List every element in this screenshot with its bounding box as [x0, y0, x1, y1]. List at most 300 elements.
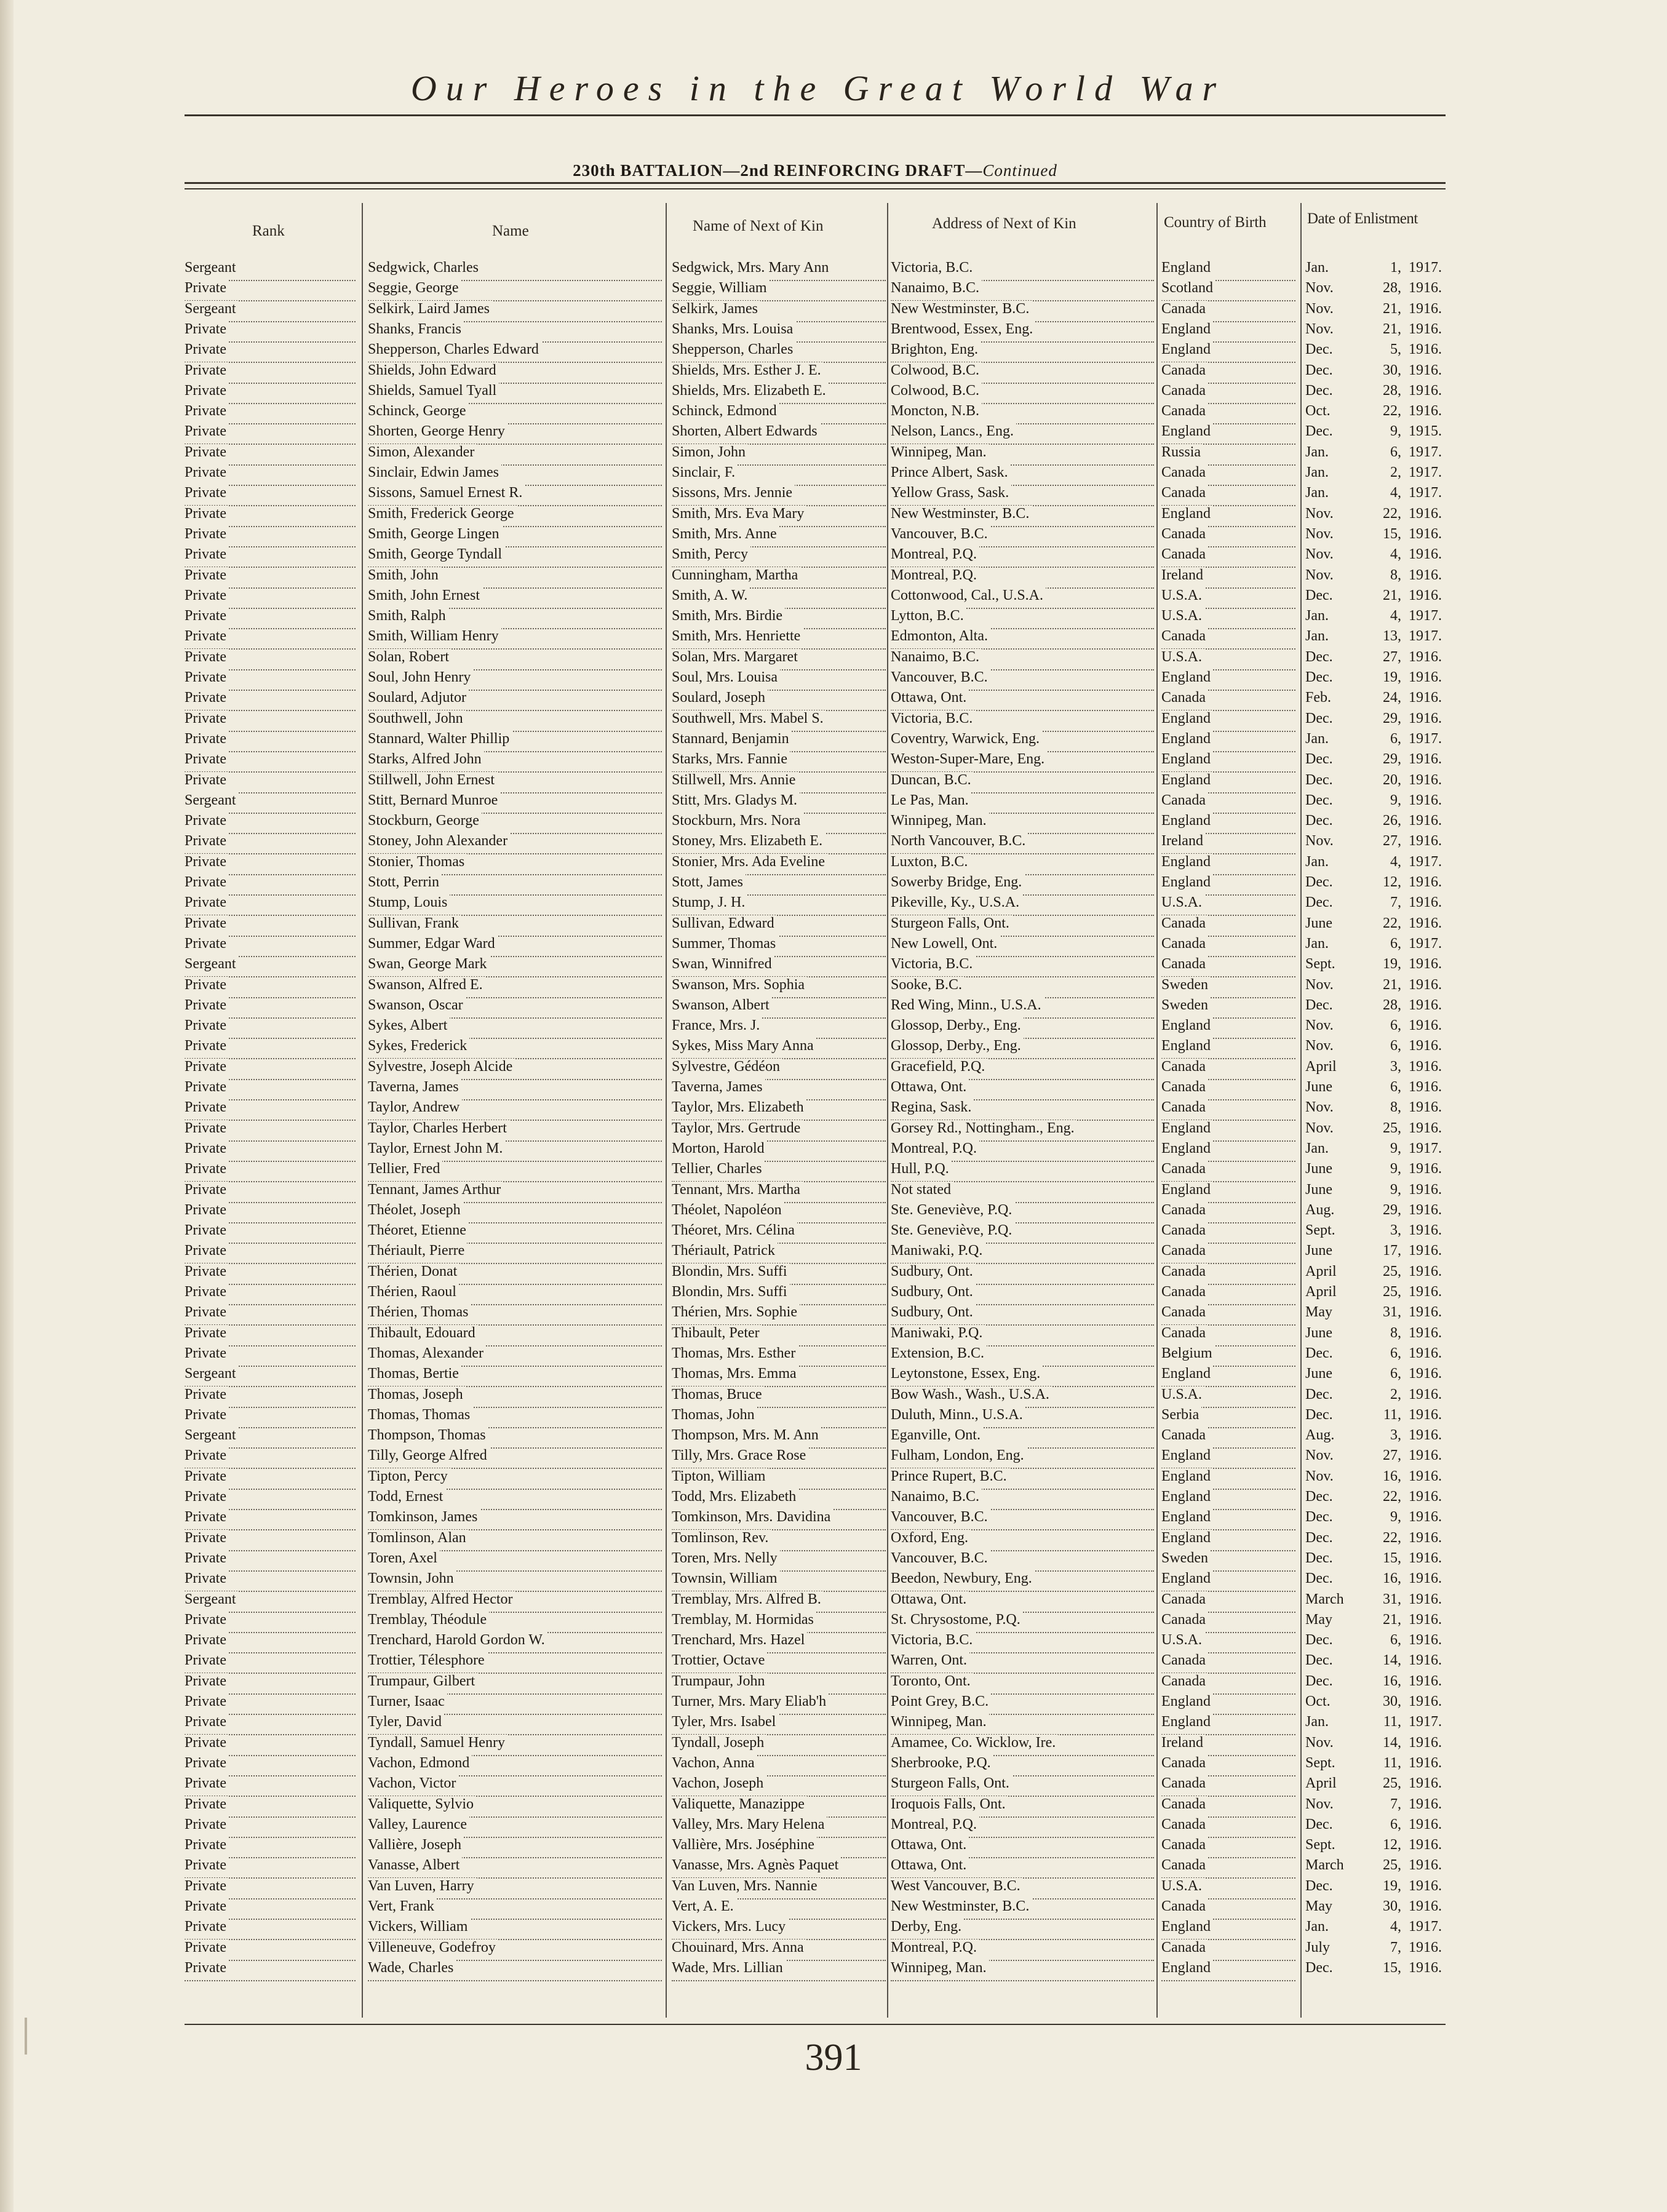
- rank-cell-text: Private: [185, 669, 229, 685]
- address-cell: [891, 321, 1154, 343]
- day-cell: [1361, 710, 1404, 731]
- kin-cell-text: Valley, Mrs. Mary Helena: [672, 1816, 827, 1832]
- month-cell: [1305, 1059, 1361, 1079]
- name-cell: [368, 1530, 662, 1551]
- month-cell-text: Nov.: [1305, 1447, 1336, 1463]
- address-cell: [891, 260, 1154, 281]
- table-row: [0, 1755, 1667, 1775]
- year-cell: [1409, 1939, 1458, 1960]
- name-cell: [368, 1038, 662, 1059]
- name-cell-text: Van Luven, Harry: [368, 1878, 477, 1894]
- day-cell: [1361, 1304, 1404, 1324]
- rank-cell-text: Private: [185, 608, 229, 624]
- country-cell-text: England: [1161, 854, 1213, 870]
- month-cell: [1305, 280, 1361, 300]
- name-cell-text: Solan, Robert: [368, 649, 452, 665]
- day-cell: [1361, 894, 1404, 915]
- country-cell: [1161, 1038, 1295, 1059]
- kin-cell: [672, 1263, 886, 1285]
- year-cell-text: 1916.: [1409, 1878, 1444, 1894]
- name-cell: [368, 1693, 662, 1715]
- month-cell-text: Nov.: [1305, 833, 1336, 849]
- table-row: [0, 1550, 1667, 1570]
- table-row: [0, 710, 1667, 731]
- address-cell: [891, 301, 1154, 322]
- country-cell: [1161, 690, 1295, 711]
- name-cell: [368, 1509, 662, 1530]
- day-cell: [1361, 301, 1404, 321]
- name-cell: [368, 1182, 662, 1203]
- month-cell: [1305, 1304, 1361, 1324]
- country-cell-text: England: [1161, 1038, 1213, 1054]
- col-header-name: Name: [492, 223, 529, 239]
- month-cell-text: Dec.: [1305, 1489, 1335, 1505]
- rank-cell-text: Private: [185, 280, 229, 296]
- table-row: [0, 956, 1667, 976]
- year-cell-text: 1917.: [1409, 628, 1444, 644]
- country-cell-text: Canada: [1161, 1325, 1208, 1341]
- day-cell-text: 6,: [1390, 1632, 1404, 1648]
- day-cell-text: 22,: [1383, 403, 1404, 419]
- month-cell: [1305, 792, 1361, 813]
- country-cell: [1161, 1161, 1295, 1182]
- name-cell-text: Smith, John Ernest: [368, 587, 482, 603]
- day-cell: [1361, 1345, 1404, 1366]
- rank-cell-text: Sergeant: [185, 956, 239, 972]
- rank-cell-text: Private: [185, 444, 229, 460]
- name-cell-text: Tomkinson, James: [368, 1509, 480, 1525]
- name-cell-text: Vachon, Edmond: [368, 1755, 472, 1771]
- rank-cell-text: Private: [185, 526, 229, 542]
- day-cell-text: 20,: [1383, 772, 1404, 788]
- year-cell-text: 1916.: [1409, 1468, 1444, 1484]
- country-cell-text: Canada: [1161, 546, 1208, 562]
- month-cell-text: Jan.: [1305, 444, 1331, 460]
- country-cell: [1161, 1735, 1295, 1756]
- rank-cell-text: Private: [185, 1857, 229, 1873]
- kin-cell: [672, 280, 886, 301]
- name-cell-text: Shields, John Edward: [368, 362, 499, 378]
- year-cell-text: 1916.: [1409, 1612, 1444, 1628]
- day-cell-text: 3,: [1390, 1059, 1404, 1075]
- name-cell: [368, 1222, 662, 1244]
- name-cell-text: Stoney, John Alexander: [368, 833, 510, 849]
- year-cell-text: 1916.: [1409, 546, 1444, 562]
- table-row: [0, 1243, 1667, 1263]
- month-cell: [1305, 1468, 1361, 1489]
- rank-cell: [185, 1017, 356, 1039]
- table-row: [0, 628, 1667, 648]
- country-cell: [1161, 464, 1295, 486]
- name-cell-text: Sykes, Albert: [368, 1017, 450, 1033]
- rank-cell: [185, 1468, 356, 1490]
- name-cell-text: Todd, Ernest: [368, 1489, 445, 1505]
- month-cell-text: Oct.: [1305, 1693, 1333, 1709]
- rank-cell-text: Private: [185, 854, 229, 870]
- kin-cell: [672, 833, 886, 854]
- address-cell: [891, 526, 1154, 547]
- day-cell: [1361, 444, 1404, 464]
- day-cell-text: 8,: [1390, 1325, 1404, 1341]
- year-cell-text: 1916.: [1409, 833, 1444, 849]
- table-row: [0, 1673, 1667, 1693]
- year-cell: [1409, 977, 1458, 997]
- year-cell: [1409, 1550, 1458, 1570]
- table-row: [0, 1079, 1667, 1099]
- address-cell-text: Maniwaki, P.Q.: [891, 1325, 985, 1341]
- name-cell-text: Starks, Alfred John: [368, 751, 484, 767]
- address-cell-text: Yellow Grass, Sask.: [891, 485, 1011, 501]
- name-cell: [368, 260, 662, 281]
- address-cell: [891, 1304, 1154, 1326]
- name-cell: [368, 772, 662, 794]
- country-cell-text: Scotland: [1161, 280, 1215, 296]
- rank-cell: [185, 403, 356, 424]
- address-cell-text: Vancouver, B.C.: [891, 1509, 990, 1525]
- kin-cell: [672, 1796, 886, 1818]
- kin-cell: [672, 1919, 886, 1940]
- month-cell-text: Nov.: [1305, 567, 1336, 583]
- address-cell: [891, 423, 1154, 445]
- address-cell-text: Lytton, B.C.: [891, 608, 966, 624]
- year-cell-text: 1916.: [1409, 1550, 1444, 1566]
- month-cell: [1305, 403, 1361, 423]
- country-cell-text: Canada: [1161, 1612, 1208, 1628]
- day-cell-text: 16,: [1383, 1570, 1404, 1586]
- kin-cell-text: Taylor, Mrs. Gertrude: [672, 1120, 803, 1136]
- country-cell: [1161, 1530, 1295, 1551]
- table-row: [0, 1898, 1667, 1919]
- name-cell: [368, 1284, 662, 1305]
- name-cell-text: Stonier, Thomas: [368, 854, 467, 870]
- address-cell-text: Montreal, P.Q.: [891, 1140, 979, 1156]
- kin-cell-text: Tyndall, Joseph: [672, 1735, 766, 1751]
- rank-cell: [185, 1202, 356, 1223]
- table-row: [0, 1489, 1667, 1509]
- name-cell: [368, 710, 662, 732]
- kin-cell: [672, 1775, 886, 1797]
- kin-cell: [672, 977, 886, 998]
- address-cell: [891, 567, 1154, 589]
- day-cell: [1361, 813, 1404, 833]
- country-cell-text: U.S.A.: [1161, 894, 1204, 910]
- kin-cell: [672, 444, 886, 466]
- rank-cell-text: Private: [185, 362, 229, 378]
- kin-cell: [672, 936, 886, 957]
- address-cell: [891, 915, 1154, 937]
- day-cell: [1361, 362, 1404, 383]
- year-cell: [1409, 1816, 1458, 1837]
- kin-cell-text: Shields, Mrs. Esther J. E.: [672, 362, 824, 378]
- name-cell-text: Toren, Axel: [368, 1550, 440, 1566]
- country-cell: [1161, 792, 1295, 814]
- kin-cell: [672, 1140, 886, 1162]
- year-cell-text: 1916.: [1409, 1017, 1444, 1033]
- month-cell-text: June: [1305, 1079, 1335, 1095]
- kin-cell-text: Blondin, Mrs. Suffi: [672, 1263, 790, 1279]
- day-cell: [1361, 1939, 1404, 1960]
- country-cell: [1161, 915, 1295, 937]
- name-cell: [368, 792, 662, 814]
- kin-cell: [672, 1120, 886, 1142]
- name-cell: [368, 1612, 662, 1633]
- name-cell-text: Stitt, Bernard Munroe: [368, 792, 500, 808]
- name-cell-text: Smith, William Henry: [368, 628, 501, 644]
- name-cell-text: Shanks, Francis: [368, 321, 464, 337]
- address-cell: [891, 1714, 1154, 1735]
- year-cell: [1409, 1775, 1458, 1796]
- kin-cell-text: Seggie, William: [672, 280, 770, 296]
- month-cell: [1305, 1632, 1361, 1652]
- day-cell-text: 4,: [1390, 854, 1404, 870]
- month-cell-text: Dec.: [1305, 1652, 1335, 1668]
- month-cell-text: Dec.: [1305, 423, 1335, 439]
- rank-cell: [185, 997, 356, 1019]
- address-cell-text: Ste. Geneviève, P.Q.: [891, 1222, 1014, 1238]
- month-cell: [1305, 587, 1361, 608]
- col-header-date: Date of Enlistment: [1307, 210, 1418, 227]
- address-cell: [891, 833, 1154, 854]
- month-cell: [1305, 444, 1361, 464]
- kin-cell-text: Vickers, Mrs. Lucy: [672, 1919, 788, 1935]
- year-cell-text: 1916.: [1409, 1407, 1444, 1423]
- kin-cell-text: Vert, A. E.: [672, 1898, 736, 1914]
- address-cell-text: Sowerby Bridge, Eng.: [891, 874, 1024, 890]
- address-cell-text: Prince Rupert, B.C.: [891, 1468, 1009, 1484]
- address-cell: [891, 1243, 1154, 1264]
- name-cell: [368, 403, 662, 424]
- name-cell: [368, 690, 662, 711]
- year-cell: [1409, 731, 1458, 751]
- address-cell: [891, 1919, 1154, 1940]
- kin-cell-text: Vanasse, Mrs. Agnès Paquet: [672, 1857, 841, 1873]
- name-cell-text: Thomas, Bertie: [368, 1366, 461, 1382]
- kin-cell: [672, 792, 886, 814]
- day-cell: [1361, 874, 1404, 894]
- name-cell-text: Théoret, Etienne: [368, 1222, 469, 1238]
- address-cell-text: Vancouver, B.C.: [891, 669, 990, 685]
- kin-cell: [672, 1366, 886, 1387]
- rank-cell: [185, 792, 356, 814]
- name-cell-text: Townsin, John: [368, 1570, 456, 1586]
- address-cell-text: Hull, P.Q.: [891, 1161, 952, 1177]
- rank-cell: [185, 485, 356, 506]
- kin-cell: [672, 301, 886, 322]
- month-cell: [1305, 854, 1361, 874]
- rank-cell: [185, 1673, 356, 1695]
- year-cell: [1409, 1468, 1458, 1489]
- address-cell: [891, 854, 1154, 875]
- rank-cell-text: Private: [185, 1816, 229, 1832]
- country-cell-text: England: [1161, 423, 1213, 439]
- year-cell: [1409, 1140, 1458, 1161]
- year-cell-text: 1916.: [1409, 403, 1444, 419]
- kin-cell: [672, 321, 886, 343]
- rank-cell: [185, 1652, 356, 1674]
- year-cell: [1409, 1693, 1458, 1714]
- month-cell-text: Dec.: [1305, 669, 1335, 685]
- name-cell: [368, 506, 662, 527]
- rank-cell: [185, 1489, 356, 1510]
- year-cell-text: 1916.: [1409, 1816, 1444, 1832]
- rank-cell-text: Private: [185, 710, 229, 726]
- rank-cell-text: Private: [185, 1182, 229, 1198]
- day-cell: [1361, 506, 1404, 526]
- month-cell-text: Jan.: [1305, 936, 1331, 952]
- year-cell-text: 1916.: [1409, 997, 1444, 1013]
- name-cell: [368, 567, 662, 589]
- kin-cell: [672, 1735, 886, 1756]
- year-cell: [1409, 751, 1458, 771]
- name-cell: [368, 1570, 662, 1592]
- table-row: [0, 1857, 1667, 1877]
- rank-cell-text: Private: [185, 1038, 229, 1054]
- year-cell-text: 1916.: [1409, 1796, 1444, 1812]
- address-cell: [891, 1386, 1154, 1408]
- month-cell-text: Jan.: [1305, 1140, 1331, 1156]
- country-cell-text: Canada: [1161, 1796, 1208, 1812]
- day-cell: [1361, 854, 1404, 874]
- kin-cell: [672, 1325, 886, 1347]
- table-row: [0, 403, 1667, 423]
- country-cell: [1161, 1017, 1295, 1039]
- day-cell: [1361, 833, 1404, 853]
- table-row: [0, 1161, 1667, 1181]
- name-cell: [368, 587, 662, 609]
- rank-cell-text: Private: [185, 1407, 229, 1423]
- month-cell: [1305, 1079, 1361, 1099]
- name-cell: [368, 1407, 662, 1428]
- rank-cell-text: Private: [185, 485, 229, 501]
- name-cell-text: Shepperson, Charles Edward: [368, 341, 541, 357]
- rank-cell-text: Private: [185, 506, 229, 522]
- address-cell: [891, 608, 1154, 629]
- kin-cell-text: Morton, Harold: [672, 1140, 767, 1156]
- year-cell-text: 1916.: [1409, 1509, 1444, 1525]
- day-cell: [1361, 1222, 1404, 1243]
- kin-cell-text: Sissons, Mrs. Jennie: [672, 485, 795, 501]
- address-cell-text: Duluth, Minn., U.S.A.: [891, 1407, 1025, 1423]
- month-cell-text: Dec.: [1305, 362, 1335, 378]
- name-cell: [368, 1345, 662, 1367]
- address-cell-text: New Westminster, B.C.: [891, 1898, 1032, 1914]
- address-cell-text: Pikeville, Ky., U.S.A.: [891, 894, 1022, 910]
- month-cell-text: June: [1305, 1325, 1335, 1341]
- year-cell-text: 1917.: [1409, 1919, 1444, 1935]
- rank-cell-text: Private: [185, 1263, 229, 1279]
- rank-cell-text: Private: [185, 1489, 229, 1505]
- rank-cell: [185, 260, 356, 281]
- address-cell: [891, 1263, 1154, 1285]
- kin-cell-text: Tyler, Mrs. Isabel: [672, 1714, 778, 1730]
- kin-cell: [672, 546, 886, 568]
- table-row: [0, 1059, 1667, 1079]
- country-cell-text: Canada: [1161, 301, 1208, 317]
- country-cell: [1161, 608, 1295, 629]
- day-cell-text: 27,: [1383, 833, 1404, 849]
- table-row: [0, 321, 1667, 341]
- address-cell: [891, 1857, 1154, 1879]
- month-cell: [1305, 1652, 1361, 1673]
- month-cell-text: Sept.: [1305, 1222, 1338, 1238]
- rank-cell-text: Private: [185, 1652, 229, 1668]
- month-cell-text: Dec.: [1305, 1632, 1335, 1648]
- kin-cell-text: Stillwell, Mrs. Annie: [672, 772, 798, 788]
- month-cell: [1305, 260, 1361, 280]
- year-cell-text: 1916.: [1409, 1632, 1444, 1648]
- day-cell-text: 21,: [1383, 977, 1404, 993]
- rank-cell: [185, 1612, 356, 1633]
- rank-cell: [185, 587, 356, 609]
- country-cell: [1161, 567, 1295, 589]
- day-cell: [1361, 792, 1404, 813]
- year-cell: [1409, 1857, 1458, 1877]
- address-cell-text: Nelson, Lancs., Eng.: [891, 423, 1016, 439]
- month-cell: [1305, 1182, 1361, 1202]
- country-cell-text: Canada: [1161, 1059, 1208, 1075]
- country-cell-text: Canada: [1161, 1222, 1208, 1238]
- rank-cell: [185, 1161, 356, 1182]
- kin-cell-text: Stannard, Benjamin: [672, 731, 792, 747]
- month-cell-text: Nov.: [1305, 506, 1336, 522]
- rank-cell-text: Private: [185, 772, 229, 788]
- country-cell-text: England: [1161, 1120, 1213, 1136]
- month-cell-text: Nov.: [1305, 321, 1336, 337]
- kin-cell-text: Thomas, Mrs. Emma: [672, 1366, 799, 1382]
- kin-cell: [672, 1837, 886, 1858]
- rank-cell: [185, 1345, 356, 1367]
- day-cell: [1361, 1755, 1404, 1775]
- year-cell: [1409, 1222, 1458, 1243]
- table-row: [0, 1591, 1667, 1612]
- address-cell-text: Ottawa, Ont.: [891, 1837, 969, 1853]
- year-cell-text: 1916.: [1409, 1263, 1444, 1279]
- name-cell-text: Sinclair, Edwin James: [368, 464, 501, 480]
- name-cell-text: Sedgwick, Charles: [368, 260, 481, 276]
- year-cell: [1409, 915, 1458, 936]
- year-cell-text: 1916.: [1409, 1837, 1444, 1853]
- year-cell-text: 1917.: [1409, 1714, 1444, 1730]
- table-row: [0, 1570, 1667, 1591]
- rank-cell: [185, 546, 356, 568]
- month-cell: [1305, 1366, 1361, 1386]
- day-cell: [1361, 546, 1404, 567]
- address-cell: [891, 772, 1154, 794]
- section-title: [185, 161, 1446, 180]
- address-cell: [891, 1570, 1154, 1592]
- address-cell-text: Vancouver, B.C.: [891, 526, 990, 542]
- rank-cell-text: Private: [185, 1099, 229, 1115]
- month-cell: [1305, 1345, 1361, 1366]
- year-cell-text: 1916.: [1409, 1161, 1444, 1177]
- country-cell-text: England: [1161, 1366, 1213, 1382]
- day-cell: [1361, 341, 1404, 362]
- year-cell: [1409, 1673, 1458, 1693]
- rank-cell-text: Private: [185, 1447, 229, 1463]
- day-cell: [1361, 1550, 1404, 1570]
- rank-cell: [185, 1509, 356, 1530]
- day-cell: [1361, 649, 1404, 669]
- country-cell: [1161, 301, 1295, 322]
- name-cell-text: Théolet, Joseph: [368, 1202, 463, 1218]
- month-cell: [1305, 977, 1361, 997]
- month-cell: [1305, 956, 1361, 976]
- year-cell: [1409, 1325, 1458, 1345]
- address-cell-text: Sudbury, Ont.: [891, 1263, 976, 1279]
- year-cell: [1409, 1632, 1458, 1652]
- address-cell: [891, 1755, 1154, 1776]
- rank-cell-text: Private: [185, 1325, 229, 1341]
